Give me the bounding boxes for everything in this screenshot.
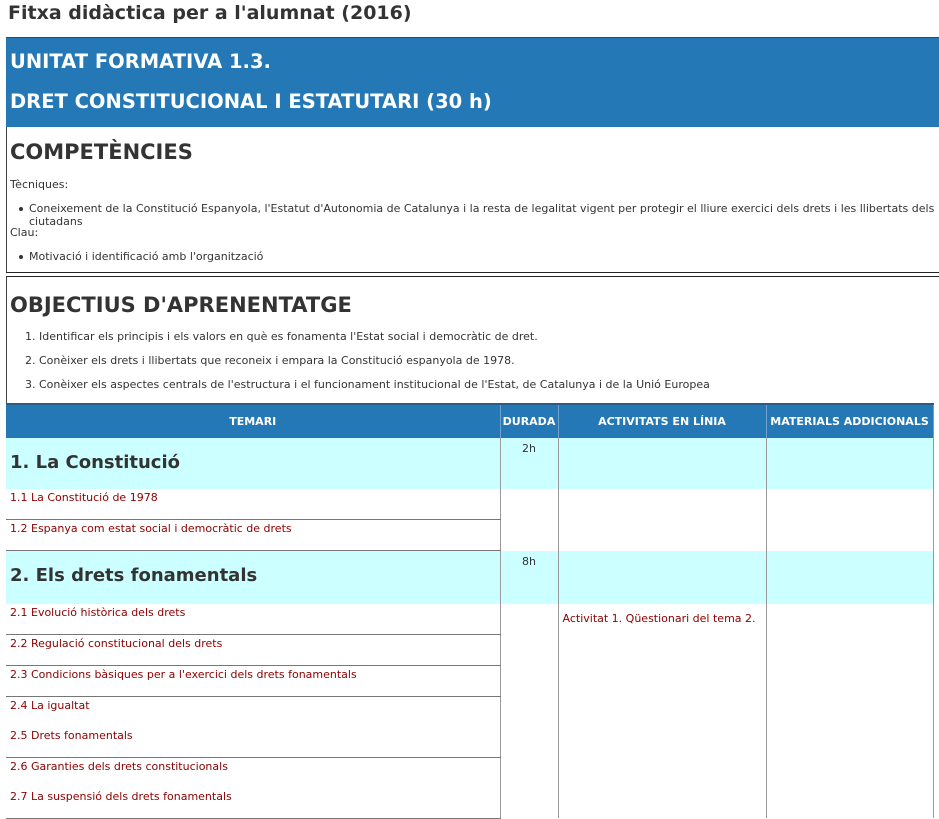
materials-cell — [766, 438, 933, 489]
header-materials: MATERIALS ADDICIONALS — [766, 404, 933, 438]
topic-link[interactable]: 2.6 Garanties dels drets constitucionals — [6, 757, 500, 788]
materials-cell — [766, 604, 933, 819]
duration-cell — [500, 604, 558, 819]
header-activitats: ACTIVITATS EN LÍNIA — [558, 404, 766, 438]
topic-link[interactable]: 1.1 La Constitució de 1978 — [6, 489, 500, 520]
table-header-row — [6, 404, 933, 438]
table-row[interactable] — [6, 604, 933, 635]
materials-cell — [766, 551, 933, 604]
objectius-heading: OBJECTIUS D'APRENENTATGE — [10, 293, 352, 317]
topic-link[interactable]: 2.3 Condicions bàsiques per a l'exercici dels drets fonamentals — [6, 665, 500, 696]
clau-label: Clau: — [10, 226, 39, 239]
section-row — [6, 551, 933, 604]
competencies-heading: COMPETÈNCIES — [10, 140, 193, 164]
tecniques-item: Coneixement de la Constitució Espanyola, l'Estatut d'Autonomia de Catalunya i la resta de legalitat vigent per protegir el lliure exercici dels drets i les llibertats dels ciutadans — [29, 202, 939, 228]
objectiu-item: 2. Conèixer els drets i llibertats que reconeix i empara la Constitució espanyola de 1978. — [25, 354, 515, 367]
header-durada: DURADA — [500, 404, 558, 438]
unit-subtitle: DRET CONSTITUCIONAL I ESTATUTARI (30 h) — [10, 90, 492, 113]
topic-link[interactable]: 1.2 Espanya com estat social i democràtic de drets — [6, 520, 500, 551]
section-row — [6, 438, 933, 489]
table-row[interactable] — [6, 489, 933, 520]
temari-table — [6, 403, 934, 819]
objectiu-item: 3. Conèixer els aspectes centrals de l'estructura i el funcionament institucional de l'Estat, de Catalunya i de la Unió Europea — [25, 378, 710, 391]
section-duration: 8h — [500, 551, 558, 604]
objectiu-item: 1. Identificar els principis i els valors en què es fonamenta l'Estat social i democràtic de dret. — [25, 330, 538, 343]
header-temari: TEMARI — [6, 404, 500, 438]
competencies-section — [6, 127, 939, 273]
topic-link[interactable]: 2.4 La igualtat — [6, 696, 500, 727]
section-title: 2. Els drets fonamentals — [6, 551, 500, 604]
topic-link[interactable]: 2.7 La suspensió dels drets fonamentals — [6, 788, 500, 819]
materials-cell — [766, 489, 933, 551]
section-duration: 2h — [500, 438, 558, 489]
clau-item: Motivació i identificació amb l'organització — [29, 250, 264, 263]
topic-link[interactable]: 2.5 Drets fonamentals — [6, 727, 500, 758]
unit-title: UNITAT FORMATIVA 1.3. — [10, 50, 271, 73]
activity-cell — [558, 489, 766, 551]
tecniques-label: Tècniques: — [10, 178, 69, 191]
activity-link[interactable]: Activitat 1. Qüestionari del tema 2. — [558, 604, 766, 819]
section-title: 1. La Constitució — [6, 438, 500, 489]
activity-cell — [558, 551, 766, 604]
duration-cell — [500, 489, 558, 551]
page-title: Fitxa didàctica per a l'alumnat (2016) — [8, 2, 412, 24]
topic-link[interactable]: 2.2 Regulació constitucional dels drets — [6, 634, 500, 665]
divider — [6, 272, 939, 273]
unit-banner — [6, 37, 939, 127]
topic-link[interactable]: 2.1 Evolució històrica dels drets — [6, 604, 500, 635]
activity-cell — [558, 438, 766, 489]
objectius-section — [6, 277, 939, 403]
